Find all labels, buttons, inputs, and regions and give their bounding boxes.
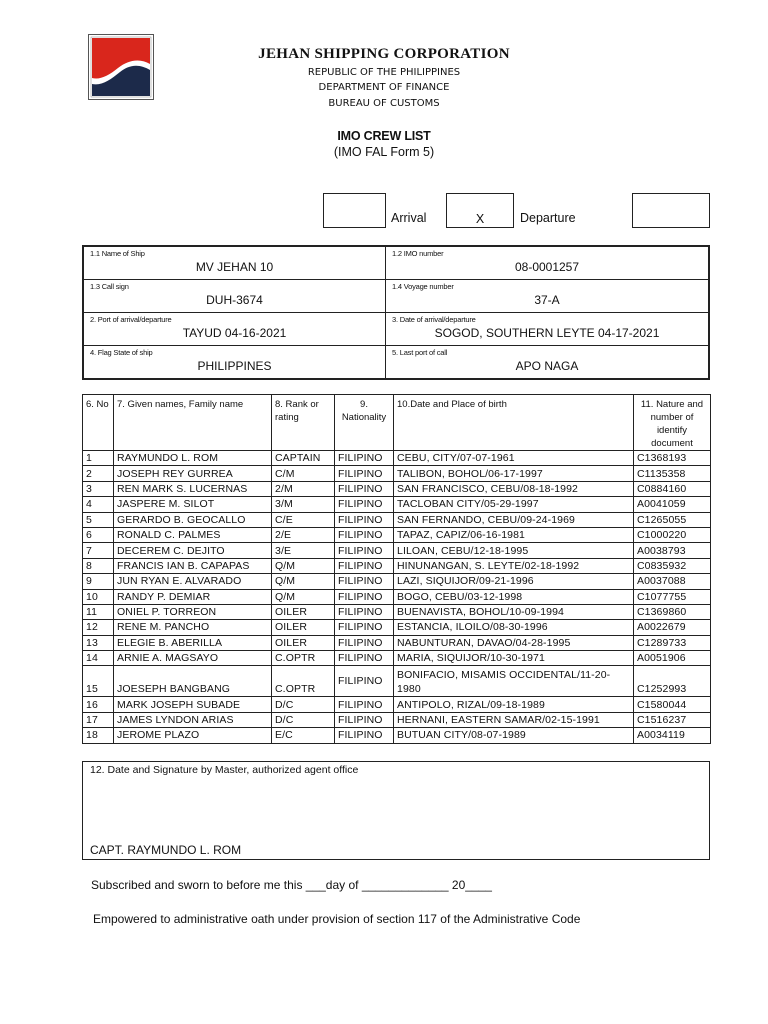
ship-name-label: 1.1 Name of Ship — [90, 249, 145, 258]
imo-number-value: 08-0001257 — [514, 260, 580, 274]
crew-no: 4 — [83, 497, 114, 512]
signature-label: 12. Date and Signature by Master, authorized agent office — [90, 764, 359, 776]
crew-nationality: FILIPINO — [335, 574, 394, 589]
date-cell — [386, 313, 709, 346]
crew-nationality: FILIPINO — [335, 620, 394, 635]
form-subtitle: (IMO FAL Form 5) — [333, 145, 435, 159]
crew-document: C1077755 — [634, 589, 711, 604]
crew-no: 2 — [83, 466, 114, 481]
crew-nationality: FILIPINO — [335, 589, 394, 604]
crew-birth: TACLOBAN CITY/05-29-1997 — [394, 497, 634, 512]
port-label: 2. Port of arrival/departure — [90, 315, 172, 324]
header-birth: 10.Date and Place of birth — [394, 395, 634, 451]
crew-name: DECEREM C. DEJITO — [114, 543, 272, 558]
crew-nationality: FILIPINO — [335, 527, 394, 542]
call-sign-cell — [84, 280, 386, 313]
crew-birth: BONIFACIO, MISAMIS OCCIDENTAL/11-20-1980 — [394, 666, 634, 697]
crew-nationality: FILIPINO — [335, 512, 394, 527]
crew-name: RAYMUNDO L. ROM — [114, 451, 272, 466]
flag-state-label: 4. Flag State of ship — [90, 348, 153, 357]
crew-rank: C/E — [272, 512, 335, 527]
crew-name: JAMES LYNDON ARIAS — [114, 712, 272, 727]
departure-label: Departure — [520, 211, 576, 225]
crew-rank: C.OPTR — [272, 666, 335, 697]
crew-no: 8 — [83, 558, 114, 573]
table-row — [83, 712, 711, 727]
crew-nationality: FILIPINO — [335, 481, 394, 496]
crew-name: JOSEPH REY GURREA — [114, 466, 272, 481]
crew-birth: NABUNTURAN, DAVAO/04-28-1995 — [394, 635, 634, 650]
arrival-label: Arrival — [391, 211, 427, 225]
arrival-checkbox[interactable] — [323, 193, 386, 228]
crew-list-table — [82, 394, 710, 744]
crew-rank: D/C — [272, 712, 335, 727]
crew-no: 6 — [83, 527, 114, 542]
crew-birth: BUENAVISTA, BOHOL/10-09-1994 — [394, 604, 634, 619]
table-row — [83, 635, 711, 650]
movement-mark: X — [475, 212, 485, 226]
crew-rank: Q/M — [272, 558, 335, 573]
crew-name: RONALD C. PALMES — [114, 527, 272, 542]
crew-birth: ANTIPOLO, RIZAL/09-18-1989 — [394, 697, 634, 712]
crew-rank: E/C — [272, 728, 335, 743]
crew-name: ELEGIE B. ABERILLA — [114, 635, 272, 650]
crew-document: C1580044 — [634, 697, 711, 712]
crew-rank: OILER — [272, 620, 335, 635]
crew-no: 3 — [83, 481, 114, 496]
header-nationality: 9. Nationality — [335, 395, 394, 451]
crew-birth: SAN FERNANDO, CEBU/09-24-1969 — [394, 512, 634, 527]
crew-document: A0034119 — [634, 728, 711, 743]
last-port-cell — [386, 346, 709, 379]
call-sign-label: 1.3 Call sign — [90, 282, 129, 291]
table-row — [83, 604, 711, 619]
crew-document: C0884160 — [634, 481, 711, 496]
crew-rank: Q/M — [272, 589, 335, 604]
crew-no: 12 — [83, 620, 114, 635]
table-row — [83, 574, 711, 589]
crew-name: GERARDO B. GEOCALLO — [114, 512, 272, 527]
table-row — [83, 451, 711, 466]
date-value: SOGOD, SOUTHERN LEYTE 04-17-2021 — [434, 326, 660, 340]
crew-rank: OILER — [272, 635, 335, 650]
crew-birth: SAN FRANCISCO, CEBU/08-18-1992 — [394, 481, 634, 496]
company-name: JEHAN SHIPPING CORPORATION — [258, 46, 510, 62]
crew-name: FRANCIS IAN B. CAPAPAS — [114, 558, 272, 573]
table-row — [83, 651, 711, 666]
crew-nationality: FILIPINO — [335, 666, 394, 697]
table-row — [83, 481, 711, 496]
header-rank: 8. Rank or rating — [272, 395, 335, 451]
call-sign-value: DUH-3674 — [206, 293, 263, 307]
crew-document: C0835932 — [634, 558, 711, 573]
flag-state-cell — [84, 346, 386, 379]
crew-birth: BUTUAN CITY/08-07-1989 — [394, 728, 634, 743]
table-row — [83, 543, 711, 558]
crew-document: C1252993 — [634, 666, 711, 697]
oath-statement: Empowered to administrative oath under provision of section 117 of the Administrative Code — [93, 912, 581, 926]
crew-nationality: FILIPINO — [335, 697, 394, 712]
crew-no: 11 — [83, 604, 114, 619]
table-row — [83, 466, 711, 481]
crew-name: JUN RYAN E. ALVARADO — [114, 574, 272, 589]
crew-nationality: FILIPINO — [335, 712, 394, 727]
crew-birth: CEBU, CITY/07-07-1961 — [394, 451, 634, 466]
crew-name: REN MARK S. LUCERNAS — [114, 481, 272, 496]
crew-birth: HERNANI, EASTERN SAMAR/02-15-1991 — [394, 712, 634, 727]
imo-number-cell — [386, 247, 709, 280]
table-row — [83, 512, 711, 527]
voyage-number-label: 1.4 Voyage number — [392, 282, 454, 291]
crew-document: C1369860 — [634, 604, 711, 619]
crew-nationality: FILIPINO — [335, 651, 394, 666]
crew-rank: 2/E — [272, 527, 335, 542]
crew-no: 16 — [83, 697, 114, 712]
movement-mark-box[interactable] — [446, 193, 514, 228]
departure-checkbox[interactable] — [632, 193, 710, 228]
crew-document: A0037088 — [634, 574, 711, 589]
last-port-label: 5. Last port of call — [392, 348, 448, 357]
crew-birth: BOGO, CEBU/03-12-1998 — [394, 589, 634, 604]
crew-document: C1135358 — [634, 466, 711, 481]
crew-name: JASPERE M. SILOT — [114, 497, 272, 512]
crew-no: 17 — [83, 712, 114, 727]
crew-nationality: FILIPINO — [335, 451, 394, 466]
crew-name: ONIEL P. TORREON — [114, 604, 272, 619]
crew-birth: ESTANCIA, ILOILO/08-30-1996 — [394, 620, 634, 635]
date-label: 3. Date of arrival/departure — [392, 315, 476, 324]
header-line-department: DEPARTMENT OF FINANCE — [318, 82, 450, 93]
crew-birth: HINUNANGAN, S. LEYTE/02-18-1992 — [394, 558, 634, 573]
crew-rank: Q/M — [272, 574, 335, 589]
crew-rank: 3/M — [272, 497, 335, 512]
crew-no: 18 — [83, 728, 114, 743]
crew-document: C1265055 — [634, 512, 711, 527]
table-row — [83, 620, 711, 635]
table-row — [83, 589, 711, 604]
ship-name-cell — [84, 247, 386, 280]
header-name: 7. Given names, Family name — [114, 395, 272, 451]
crew-nationality: FILIPINO — [335, 558, 394, 573]
crew-no: 15 — [83, 666, 114, 697]
crew-rank: CAPTAIN — [272, 451, 335, 466]
crew-rank: 2/M — [272, 481, 335, 496]
crew-nationality: FILIPINO — [335, 635, 394, 650]
port-value: TAYUD 04-16-2021 — [182, 326, 287, 340]
crew-nationality: FILIPINO — [335, 604, 394, 619]
crew-no: 5 — [83, 512, 114, 527]
table-row — [83, 697, 711, 712]
flag-state-value: PHILIPPINES — [197, 359, 272, 373]
imo-number-label: 1.2 IMO number — [392, 249, 444, 258]
header-document: 11. Nature and number of identify document — [634, 395, 711, 451]
crew-nationality: FILIPINO — [335, 466, 394, 481]
crew-document: C1289733 — [634, 635, 711, 650]
crew-header-row — [83, 395, 711, 451]
header-line-bureau: BUREAU OF CUSTOMS — [328, 98, 440, 109]
crew-nationality: FILIPINO — [335, 728, 394, 743]
crew-no: 10 — [83, 589, 114, 604]
crew-rank: C.OPTR — [272, 651, 335, 666]
crew-name: JEROME PLAZO — [114, 728, 272, 743]
header-no: 6. No — [83, 395, 114, 451]
table-row — [83, 558, 711, 573]
crew-name: JOESEPH BANGBANG — [114, 666, 272, 697]
crew-birth: TALIBON, BOHOL/06-17-1997 — [394, 466, 634, 481]
crew-birth: LILOAN, CEBU/12-18-1995 — [394, 543, 634, 558]
crew-nationality: FILIPINO — [335, 497, 394, 512]
crew-document: A0022679 — [634, 620, 711, 635]
crew-name: RENE M. PANCHO — [114, 620, 272, 635]
crew-document: C1000220 — [634, 527, 711, 542]
crew-document: A0041059 — [634, 497, 711, 512]
crew-no: 7 — [83, 543, 114, 558]
voyage-number-value: 37-A — [534, 293, 560, 307]
table-row — [83, 728, 711, 743]
crew-document: C1516237 — [634, 712, 711, 727]
header-line-republic: REPUBLIC OF THE PHILIPPINES — [307, 67, 461, 78]
ship-info-table — [82, 245, 710, 380]
voyage-number-cell — [386, 280, 709, 313]
crew-document: C1368193 — [634, 451, 711, 466]
crew-no: 13 — [83, 635, 114, 650]
crew-rank: OILER — [272, 604, 335, 619]
crew-document: A0051906 — [634, 651, 711, 666]
crew-no: 1 — [83, 451, 114, 466]
crew-name: MARK JOSEPH SUBADE — [114, 697, 272, 712]
crew-name: ARNIE A. MAGSAYO — [114, 651, 272, 666]
master-name: CAPT. RAYMUNDO L. ROM — [90, 843, 242, 857]
table-row — [83, 666, 711, 697]
crew-rank: 3/E — [272, 543, 335, 558]
sworn-statement: Subscribed and sworn to before me this ___day of _____________ 20____ — [91, 878, 492, 892]
last-port-value: APO NAGA — [515, 359, 579, 373]
table-row — [83, 527, 711, 542]
crew-nationality: FILIPINO — [335, 543, 394, 558]
crew-rank: C/M — [272, 466, 335, 481]
port-cell — [84, 313, 386, 346]
crew-document: A0038793 — [634, 543, 711, 558]
crew-birth: TAPAZ, CAPIZ/06-16-1981 — [394, 527, 634, 542]
crew-birth: LAZI, SIQUIJOR/09-21-1996 — [394, 574, 634, 589]
crew-no: 9 — [83, 574, 114, 589]
ship-name-value: MV JEHAN 10 — [195, 260, 274, 274]
crew-birth: MARIA, SIQUIJOR/10-30-1971 — [394, 651, 634, 666]
crew-rank: D/C — [272, 697, 335, 712]
form-title: IMO CREW LIST — [337, 129, 431, 143]
table-row — [83, 497, 711, 512]
crew-no: 14 — [83, 651, 114, 666]
crew-name: RANDY P. DEMIAR — [114, 589, 272, 604]
